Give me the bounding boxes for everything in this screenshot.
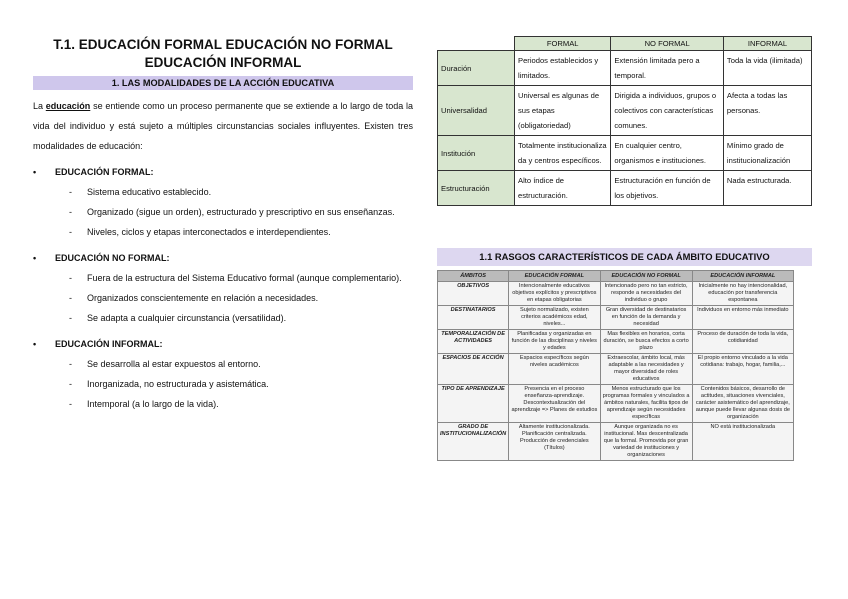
table-cell: Presencia en el proceso enseñanza-aprendizaje. Descontextualización del aprendizaje => Planes de estudios (509, 385, 600, 423)
table-cell: Extensión limitada pero a temporal. (611, 51, 724, 86)
intro-text: La (33, 101, 46, 111)
table-row (438, 136, 812, 171)
section-heading-no-formal: EDUCACIÓN NO FORMAL: (55, 253, 170, 263)
table-cell: Nada estructurada. (723, 171, 811, 206)
bullet-icon: • (33, 167, 37, 177)
section-informal (33, 334, 413, 354)
left-column (33, 36, 413, 414)
section-formal (33, 162, 413, 182)
table-cell: NO está institucionalizada (692, 423, 793, 461)
list-item: - Organizado (sigue un orden), estructurado y prescriptivo en sus enseñanzas. (69, 207, 395, 217)
row-header: TIPO DE APRENDIZAJE (438, 385, 509, 423)
row-header: TEMPORALIZACIÓN DE ACTIVIDADES (438, 330, 509, 354)
table-cell: Inicialmente no hay intencionalidad, educación por transferencia espontanea (692, 282, 793, 306)
table-cell: Dirigida a individuos, grupos o colectivos con características comunes. (611, 86, 724, 136)
section-heading: 1. LAS MODALIDADES DE LA ACCIÓN EDUCATIVA (33, 76, 413, 90)
row-header: ESPACIOS DE ACCIÓN (438, 354, 509, 385)
table-cell: Individuos en entorno más inmediato (692, 306, 793, 330)
table-cell: Alto índice de estructuración. (515, 171, 611, 206)
table-row (438, 330, 794, 354)
table-cell: Altamente institucionalizada. Planificación centralizada. Producción de credenciales (Títulos) (509, 423, 600, 461)
table-header: EDUCACIÓN FORMAL (509, 271, 600, 282)
list-item: - Se adapta a cualquier circunstancia (versatilidad). (69, 313, 287, 323)
table-cell: Estructuración en función de los objetivos. (611, 171, 724, 206)
table-cell: Mínimo grado de institucionalización (723, 136, 811, 171)
table-cell: Sujeto normalizado, existen criterios académicos edad, niveles... (509, 306, 600, 330)
list-item: - Fuera de la estructura del Sistema Educativo formal (aunque complementario). (69, 273, 402, 283)
table-cell: En cualquier centro, organismos e instituciones. (611, 136, 724, 171)
table-header: ÁMBITOS (438, 271, 509, 282)
table-row (438, 51, 812, 86)
table-header-row (438, 271, 794, 282)
list-item: - Organizados conscientemente en relación a necesidades. (69, 293, 319, 303)
table-cell: Intencionalmente educativos objetivos explícitos y prescriptivos en etapas obligatorias (509, 282, 600, 306)
table-header: EDUCACIÓN INFORMAL (692, 271, 793, 282)
row-header: Estructuración (438, 171, 515, 206)
table-cell: Extraescolar, ámbito local, más adaptable a las necesidades y mayor diversidad de roles educativos (600, 354, 692, 385)
section-heading-rasgos: 1.1 RASGOS CARACTERÍSTICOS DE CADA ÁMBITO EDUCATIVO (437, 248, 812, 266)
table-cell: El propio entorno vinculado a la vida cotidiana: trabajo, hogar, familia,... (692, 354, 793, 385)
table-cell: Toda la vida (ilimitada) (723, 51, 811, 86)
row-header: DESTINATARIOS (438, 306, 509, 330)
bullet-icon: • (33, 339, 37, 349)
bullet-icon: • (33, 253, 37, 263)
section-heading-informal: EDUCACIÓN INFORMAL: (55, 339, 163, 349)
row-header: Universalidad (438, 86, 515, 136)
table-row (438, 171, 812, 206)
table-cell: Intencionado pero no tan estricto, responde a necesidades del individuo o grupo (600, 282, 692, 306)
row-header: GRADO DE INSTITUCIONALIZACIÓN (438, 423, 509, 461)
table-row (438, 385, 794, 423)
table-header: NO FORMAL (611, 37, 724, 51)
row-header: Duración (438, 51, 515, 86)
intro-text: se entiende como un proceso permanente que se extiende a lo largo de toda la vida del individuo y está sujeto a múltiples circunstancias sociales influyentes. Existen tres modalidades de educación: (33, 101, 413, 151)
list-item: - Se desarrolla al estar expuestos al entorno. (69, 359, 261, 369)
table-cell: Mas flexibles en horarios, corta duración, se busca efectos a corto plazo (600, 330, 692, 354)
list-item: - Inorganizada, no estructurada y asistemática. (69, 379, 269, 389)
list-item: - Intemporal (a lo largo de la vida). (69, 399, 219, 409)
table-cell: Universal es algunas de sus etapas (obligatoriedad) (515, 86, 611, 136)
table-cell: Periodos establecidos y limitados. (515, 51, 611, 86)
table-header: INFORMAL (723, 37, 811, 51)
table-cell: Espacios específicos según niveles académicos (509, 354, 600, 385)
table-row (438, 282, 794, 306)
table-header-row (438, 37, 812, 51)
intro-keyword: educación (45, 101, 91, 111)
row-header: OBJETIVOS (438, 282, 509, 306)
table-header: FORMAL (515, 37, 611, 51)
table-row (438, 86, 812, 136)
table-row (438, 354, 794, 385)
table-header (438, 37, 515, 51)
table-cell: Afecta a todas las personas. (723, 86, 811, 136)
table-cell: Aunque organizada no es institucional. Mas descentralizada que la formal. Promovida por gran variedad de instituciones y organizaciones (600, 423, 692, 461)
list-item: - Sistema educativo establecido. (69, 187, 212, 197)
table-cell: Totalmente institucionaliza da y centros específicos. (515, 136, 611, 171)
rasgos-table (437, 270, 794, 461)
table-header: EDUCACIÓN NO FORMAL (600, 271, 692, 282)
table-row (438, 306, 794, 330)
table-cell: Proceso de duración de toda la vida, cotidianidad (692, 330, 793, 354)
section-heading-formal: EDUCACIÓN FORMAL: (55, 167, 154, 177)
table-cell: Menos estructurado que los programas formales y vinculados a ámbitos naturales, facilita tipos de aprendizaje según necesidades específicas (600, 385, 692, 423)
table-row (438, 423, 794, 461)
row-header: Institución (438, 136, 515, 171)
table-cell: Contenidos básicos, desarrollo de actitudes, situaciones vivenciales, carácter asistemático del aprendizaje, aunque puede llevar algunas dosis de organización (692, 385, 793, 423)
intro-paragraph (33, 96, 413, 156)
table-cell: Gran diversidad de destinatarios en función de la demanda y necesidad (600, 306, 692, 330)
page-title: T.1. EDUCACIÓN FORMAL EDUCACIÓN NO FORMAL EDUCACIÓN INFORMAL (53, 37, 393, 70)
list-item: - Niveles, ciclos y etapas interconectados e interdependientes. (69, 227, 331, 237)
comparison-table (437, 36, 812, 206)
section-no-formal (33, 248, 413, 268)
table-cell: Planificadas y organizadas en función de las disciplinas y niveles y edades (509, 330, 600, 354)
